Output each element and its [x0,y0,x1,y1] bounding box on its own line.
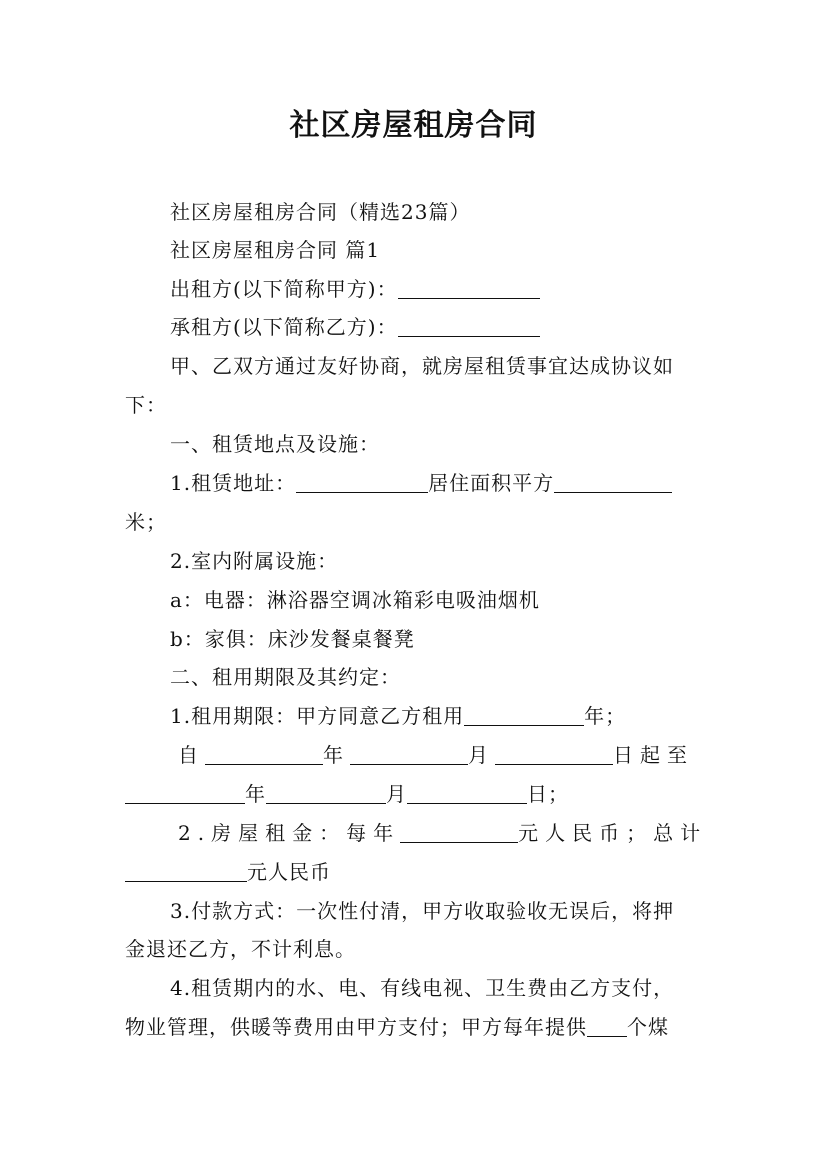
item-2b: b：家俱：床沙发餐桌餐凳 [170,627,415,651]
item-2: 2.室内附属设施： [170,549,339,573]
end-day-blank [407,783,527,804]
item-2a: a：电器：淋浴器空调冰箱彩电吸油烟机 [170,588,540,612]
term-years-blank [464,705,584,726]
address-blank [296,472,428,493]
end-year-label: 年 [245,782,266,806]
coal-blank [587,1016,627,1037]
lessee-line [170,314,710,340]
from-label: 自 [178,743,205,767]
date-range-line-1 [178,742,718,768]
rent-line-1 [178,820,718,846]
fees-line-2 [125,1014,705,1040]
lessee-label: 承租方(以下简称乙方)： [170,315,398,339]
item-1-mid: 居住面积平方 [428,471,555,495]
section-heading: 社区房屋租房合同 篇1 [170,238,381,262]
lessor-blank [398,278,540,299]
lessor-label: 出租方(以下简称甲方)： [170,277,398,301]
start-day-blank [495,744,613,765]
start-month-label: 月 [468,743,495,767]
term-prefix: 1.租用期限：甲方同意乙方租用 [170,704,465,728]
fees-line-1: 4.租赁期内的水、电、有线电视、卫生费由乙方支付， [170,976,675,1000]
payment-line-2: 金退还乙方，不计利息。 [125,937,356,961]
rent-prefix: 2.房屋租金：每年 [178,821,401,845]
intro-line-1: 甲、乙双方通过友好协商，就房屋租赁事宜达成协议如 [170,354,674,378]
subtitle: 社区房屋租房合同（精选23篇） [170,200,471,224]
start-day-label: 日起至 [613,743,694,767]
total-rent-blank [125,861,247,882]
lessee-blank [398,316,540,337]
end-day-label: 日； [527,782,569,806]
date-range-line-2 [125,781,705,807]
item-1-line [170,470,710,496]
item-1-end: 米； [125,510,167,534]
start-year-label: 年 [323,743,350,767]
intro-line-2: 下： [125,393,167,417]
term-line [170,703,710,729]
end-year-blank [125,783,245,804]
section-2-title: 二、租用期限及其约定： [170,665,401,689]
rent-end: 元人民币 [247,860,331,884]
start-month-blank [350,744,468,765]
rent-mid: 元人民币；总计 [518,821,708,845]
annual-rent-blank [400,822,518,843]
item-1-prefix: 1.租赁地址： [170,471,297,495]
payment-line-1: 3.付款方式：一次性付清，甲方收取验收无误后，将押 [170,899,675,923]
area-blank [554,472,672,493]
rent-line-2 [125,859,705,885]
fees-line-2-end: 个煤 [627,1015,669,1039]
lessor-line [170,276,710,302]
document-title: 社区房屋租房合同 [289,108,538,143]
end-month-blank [266,783,386,804]
end-month-label: 月 [386,782,407,806]
section-1-title: 一、租赁地点及设施： [170,432,380,456]
start-year-blank [205,744,323,765]
term-year-label: 年； [584,704,627,728]
fees-line-2-prefix: 物业管理，供暖等费用由甲方支付；甲方每年提供 [125,1015,587,1039]
